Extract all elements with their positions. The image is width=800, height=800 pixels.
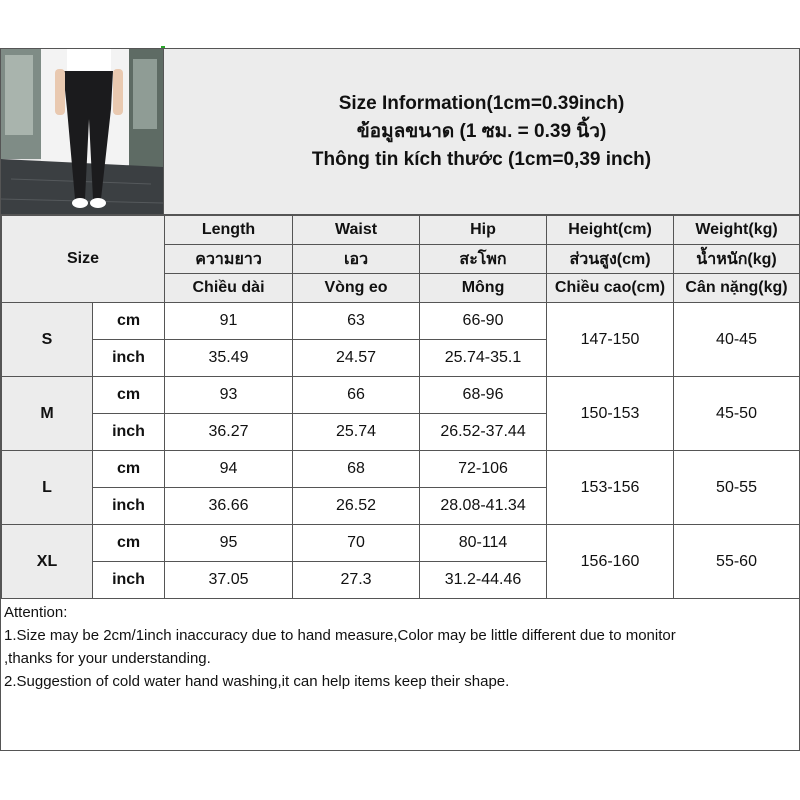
header-waist-th: เอว bbox=[293, 245, 420, 274]
length-cm: 95 bbox=[165, 525, 293, 562]
size-label: L bbox=[2, 451, 93, 525]
header-waist-en: Waist bbox=[293, 216, 420, 245]
header-weight-en: Weight(kg) bbox=[674, 216, 800, 245]
weight-range: 45-50 bbox=[674, 377, 800, 451]
header-length-th: ความยาว bbox=[165, 245, 293, 274]
title-vietnamese: Thông tin kích thước (1cm=0,39 inch) bbox=[311, 148, 652, 170]
waist-inch: 24.57 bbox=[293, 340, 420, 377]
length-inch: 35.49 bbox=[165, 340, 293, 377]
unit-label: inch bbox=[93, 562, 165, 599]
table-row bbox=[2, 377, 800, 414]
header-height-th: ส่วนสูง(cm) bbox=[547, 245, 674, 274]
length-cm: 91 bbox=[165, 303, 293, 340]
size-header: Size bbox=[2, 216, 165, 303]
table-row bbox=[2, 525, 800, 562]
hip-inch: 26.52-37.44 bbox=[420, 414, 547, 451]
waist-cm: 68 bbox=[293, 451, 420, 488]
size-table bbox=[1, 215, 800, 599]
unit-label: cm bbox=[93, 377, 165, 414]
hip-inch: 28.08-41.34 bbox=[420, 488, 547, 525]
attention-notes bbox=[1, 599, 799, 695]
weight-range: 50-55 bbox=[674, 451, 800, 525]
attention-title: Attention: bbox=[4, 604, 68, 621]
length-inch: 36.66 bbox=[165, 488, 293, 525]
header-weight-th: น้ำหนัก(kg) bbox=[674, 245, 800, 274]
header-length-vi: Chiều dài bbox=[165, 274, 293, 303]
header-height-en: Height(cm) bbox=[547, 216, 674, 245]
hip-cm: 72-106 bbox=[420, 451, 547, 488]
table-row bbox=[2, 303, 800, 340]
waist-cm: 70 bbox=[293, 525, 420, 562]
size-label: XL bbox=[2, 525, 93, 599]
waist-cm: 66 bbox=[293, 377, 420, 414]
hip-cm: 66-90 bbox=[420, 303, 547, 340]
header-hip-en: Hip bbox=[420, 216, 547, 245]
attention-line: 2.Suggestion of cold water hand washing,it can help items keep their shape. bbox=[4, 673, 510, 690]
size-chart bbox=[0, 48, 800, 751]
unit-label: inch bbox=[93, 414, 165, 451]
attention-line: ,thanks for your understanding. bbox=[4, 650, 211, 667]
unit-label: cm bbox=[93, 303, 165, 340]
length-cm: 93 bbox=[165, 377, 293, 414]
waist-inch: 26.52 bbox=[293, 488, 420, 525]
waist-inch: 25.74 bbox=[293, 414, 420, 451]
unit-label: cm bbox=[93, 451, 165, 488]
model-in-jeans-image bbox=[1, 49, 164, 215]
size-label: M bbox=[2, 377, 93, 451]
product-photo bbox=[1, 49, 164, 215]
hip-cm: 68-96 bbox=[420, 377, 547, 414]
unit-label: inch bbox=[93, 340, 165, 377]
waist-inch: 27.3 bbox=[293, 562, 420, 599]
header-weight-vi: Cân nặng(kg) bbox=[674, 274, 800, 303]
height-range: 156-160 bbox=[547, 525, 674, 599]
hip-inch: 31.2-44.46 bbox=[420, 562, 547, 599]
header-height-vi: Chiều cao(cm) bbox=[547, 274, 674, 303]
length-cm: 94 bbox=[165, 451, 293, 488]
waist-cm: 63 bbox=[293, 303, 420, 340]
header-length-en: Length bbox=[165, 216, 293, 245]
length-inch: 36.27 bbox=[165, 414, 293, 451]
length-inch: 37.05 bbox=[165, 562, 293, 599]
hip-cm: 80-114 bbox=[420, 525, 547, 562]
title-english: Size Information(1cm=0.39inch) bbox=[338, 92, 625, 114]
height-range: 147-150 bbox=[547, 303, 674, 377]
table-row bbox=[2, 451, 800, 488]
unit-label: cm bbox=[93, 525, 165, 562]
size-information-title bbox=[164, 49, 799, 215]
height-range: 150-153 bbox=[547, 377, 674, 451]
header-waist-vi: Vòng eo bbox=[293, 274, 420, 303]
header-hip-th: สะโพก bbox=[420, 245, 547, 274]
attention-line: 1.Size may be 2cm/1inch inaccuracy due to hand measure,Color may be little different due to monitor bbox=[4, 627, 676, 644]
hip-inch: 25.74-35.1 bbox=[420, 340, 547, 377]
size-label: S bbox=[2, 303, 93, 377]
unit-label: inch bbox=[93, 488, 165, 525]
title-thai: ข้อมูลขนาด (1 ซม. = 0.39 นิ้ว) bbox=[356, 120, 607, 142]
height-range: 153-156 bbox=[547, 451, 674, 525]
header-hip-vi: Mông bbox=[420, 274, 547, 303]
weight-range: 40-45 bbox=[674, 303, 800, 377]
weight-range: 55-60 bbox=[674, 525, 800, 599]
